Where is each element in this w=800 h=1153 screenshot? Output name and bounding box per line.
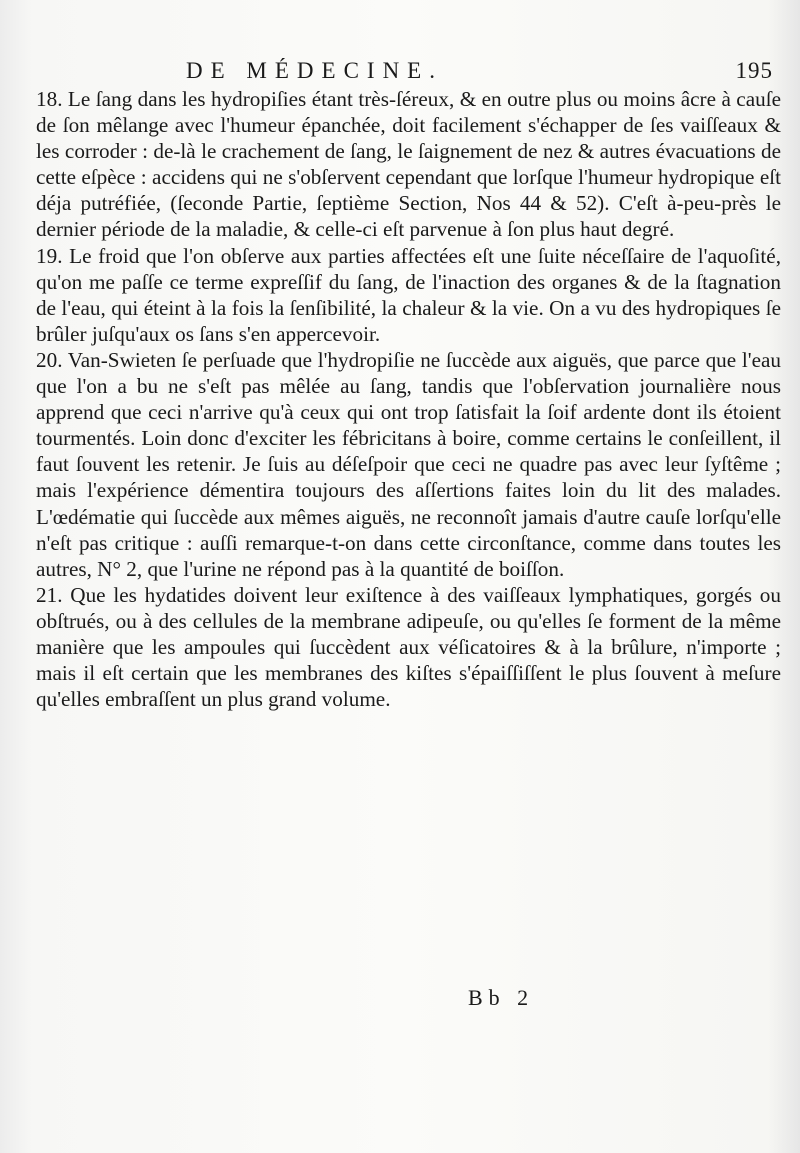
signature-mark: Bb 2 (468, 985, 535, 1010)
page-number: 195 (735, 58, 773, 83)
page-header (36, 52, 781, 86)
running-head: DE MÉDECINE. (186, 58, 443, 83)
paragraph-21: 21. Que les hydatides doivent leur exiſtence à des vaiſſeaux lymphatiques, gorgés ou obſtrués, ou à des cellules de la membrane adipeuſe, ou qu'elles ſe forment de la même manière que les ampoules qui ſuccèdent aux véſicatoires & à la brûlure, n'importe ; mais il eſt certain que les membranes des kiſtes s'épaiſſiſſent le plus ſouvent à meſure qu'elles embraſſent un plus grand volume. (36, 582, 781, 712)
text-block (36, 52, 781, 712)
paragraph-19: 19. Le froid que l'on obſerve aux parties affectées eſt une ſuite néceſſaire de l'aquoſité, qu'on me paſſe ce terme expreſſif du ſang, de l'inaction des organes & de la ſtagnation de l'eau, qui éteint à la fois la ſenſibilité, la chaleur & la vie. On a vu des hydropiques ſe brûler juſqu'aux os ſans s'en appercevoir. (36, 243, 781, 346)
paragraph-20: 20. Van-Swieten ſe perſuade que l'hydropiſie ne ſuccède aux aiguës, que parce que l'eau que l'on a bu ne s'eſt pas mêlée au ſang, tandis que l'obſervation journalière nous apprend que ceci n'arrive qu'à ceux qui ont trop ſatisfait la ſoif ardente dont ils étoient tourmentés. Loin donc d'exciter les fébricitans à boire, comme certains le conſeillent, il faut ſouvent les retenir. Je ſuis au déſeſpoir que ceci ne quadre pas avec leur ſyſtême ; mais l'expérience démentira toujours des aſſertions faites loin du lit des malades. L'œdématie qui ſuccède aux mêmes aiguës, ne reconnoît jamais d'autre cauſe lorſqu'elle n'eſt pas critique : auſſi remarque-t-on dans cette circonſtance, comme dans toutes les autres, N° 2, que l'urine ne répond pas à la quantité de boiſſon. (36, 347, 781, 581)
paragraph-18: 18. Le ſang dans les hydropiſies étant très-ſéreux, & en outre plus ou moins âcre à cauſe de ſon mêlange avec l'humeur épanchée, doit facilement s'échapper de ſes vaiſſeaux & les corroder : de-là le crachement de ſang, le ſaignement de nez & autres évacuations de cette eſpèce : accidens qui ne s'obſervent cependant que lorſque l'humeur hydropique eſt déja putréfiée, (ſeconde Partie, ſeptième Section, Nos 44 & 52). C'eſt à-peu-près le dernier période de la maladie, & celle-ci eſt parvenue à ſon plus haut degré. (36, 87, 781, 242)
